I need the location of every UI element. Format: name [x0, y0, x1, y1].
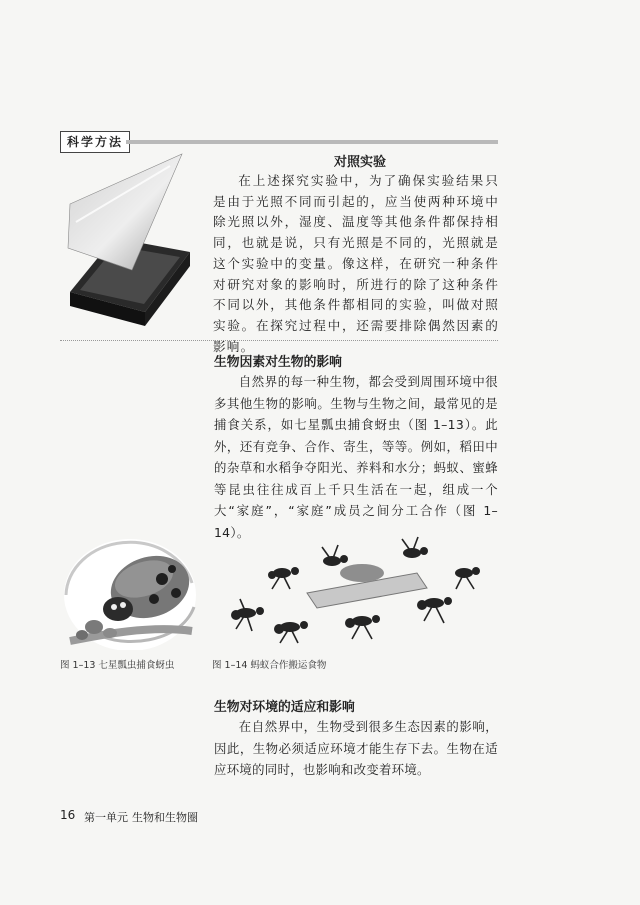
unit-label: 第一单元	[84, 811, 128, 824]
method-body: 在上述探究实验中，为了确保实验结果只是由于光照不同而引起的，应当使两种环境中除光照以外，湿度、温度等其他条件都保持相同，也就是说，只有光照是不同的，光照就是这个实验中的变量。像这样，在研究一种条件对研究对象的影响时，所进行的除了这种条件不同以外，其他条件都相同的实验，叫做对照实验。在探究过程中，还需要排除偶然因素的影响。	[213, 173, 499, 354]
section1-body: 自然界的每一种生物，都会受到周围环境中很多其他生物的影响。生物与生物之间，最常见的是捕食关系，如七星瓢虫捕食蚜虫（图 1–13）。此外，还有竞争、合作、寄生，等等。例如，稻田中的杂草和水稻争夺阳光、养料和水分；蚂蚁、蜜蜂等昆虫往往成百上千只生活在一起，组成一个大“家庭”，“家庭”成员之间分工合作（图 1–14）。	[214, 374, 498, 540]
ants-photo	[212, 533, 494, 651]
method-title: 对照实验	[333, 155, 386, 170]
fig13-caption: 图 1–13 七星瓢虫捕食蚜虫	[60, 660, 175, 671]
ladybug-photo	[60, 535, 196, 650]
page-number: 16	[60, 808, 76, 822]
section2-heading: 生物对环境的适应和影响	[214, 700, 355, 715]
method-header-rule	[126, 140, 498, 144]
method-tag: 科学方法	[60, 131, 130, 153]
experiment-box-illustration	[60, 152, 200, 332]
section2-body: 在自然界中，生物受到很多生态因素的影响，因此，生物必须适应环境才能生存下去。生物在适应环境的同时，也影响和改变着环境。	[214, 719, 498, 777]
fig14-caption: 图 1–14 蚂蚁合作搬运食物	[212, 660, 327, 671]
section1-heading: 生物因素对生物的影响	[214, 355, 342, 370]
method-bottom-rule	[60, 340, 498, 341]
unit-title: 生物和生物圈	[132, 811, 198, 824]
